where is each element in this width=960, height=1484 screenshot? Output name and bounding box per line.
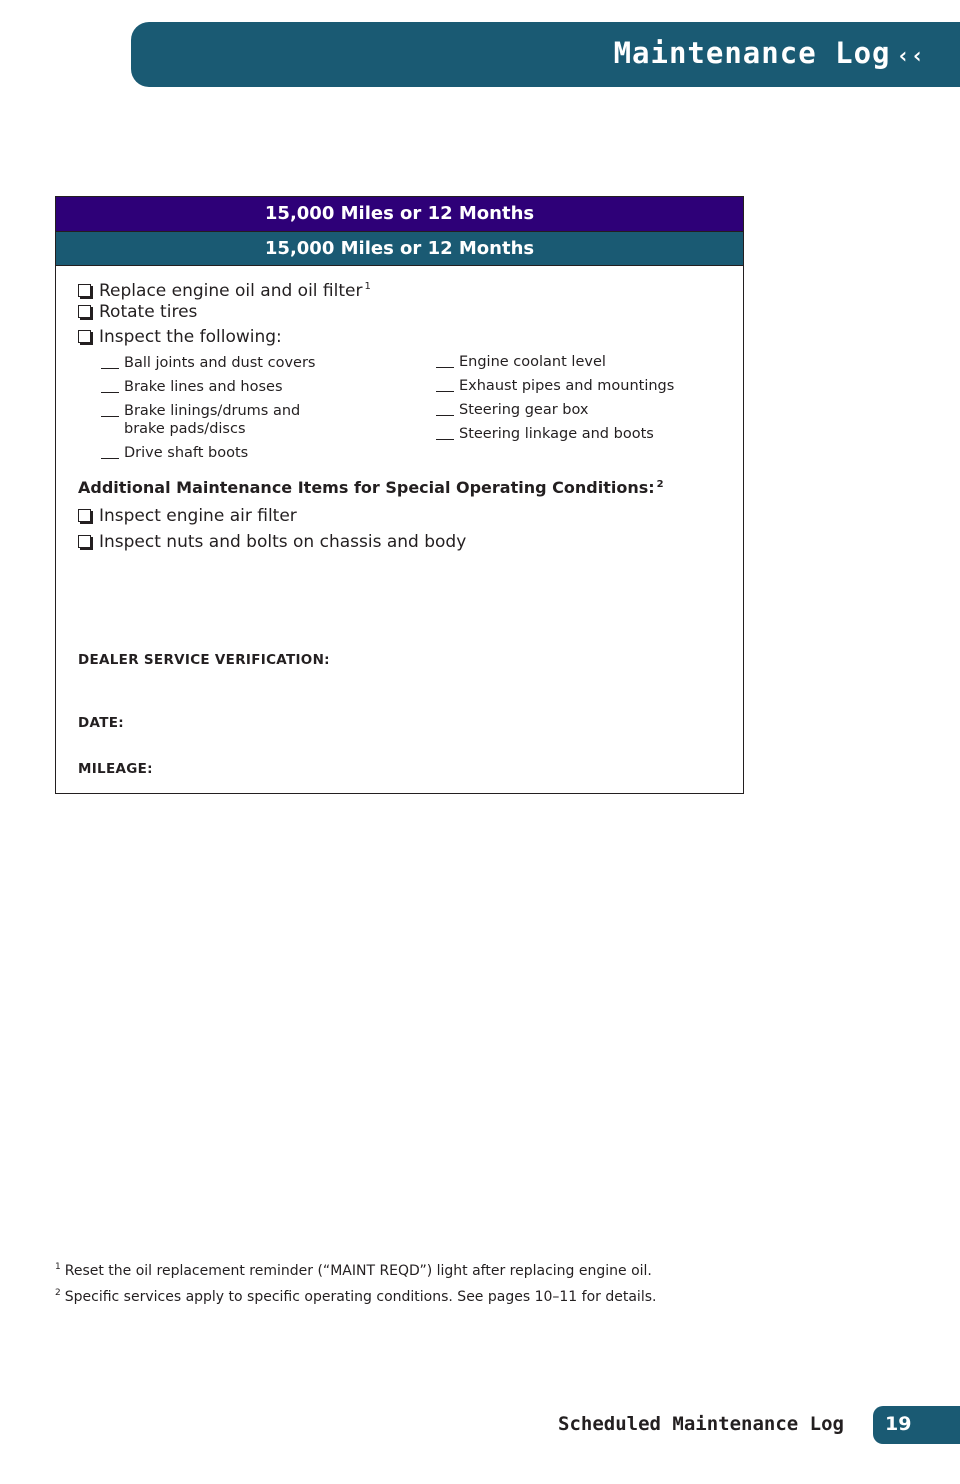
- blank-line[interactable]: [436, 401, 454, 416]
- checklist-item-label: Inspect engine air filter: [99, 506, 297, 526]
- page-title-text: Maintenance Log: [613, 36, 891, 70]
- page-number-tab: [873, 1406, 960, 1444]
- checkbox-icon[interactable]: [78, 509, 91, 522]
- interval-band-primary: 15,000 Miles or 12 Months: [56, 197, 743, 232]
- inspect-item[interactable]: Exhaust pipes and mountings: [436, 377, 674, 395]
- footnote: $^1$ Reset the oil replacement reminder (“MAINT REQD”) light after replacing engine oil.: [55, 1262, 652, 1279]
- interval-band-secondary: 15,000 Miles or 12 Months: [56, 232, 743, 266]
- inspect-item[interactable]: Ball joints and dust covers: [101, 354, 315, 372]
- checklist-item[interactable]: [78, 325, 371, 351]
- inspect-list-right: [436, 353, 674, 449]
- section-label: Scheduled Maintenance Log: [558, 1413, 844, 1435]
- blank-line[interactable]: [101, 354, 119, 369]
- blank-line[interactable]: [436, 377, 454, 392]
- checkbox-icon[interactable]: [78, 305, 91, 318]
- blank-line[interactable]: [436, 353, 454, 368]
- blank-line[interactable]: [436, 425, 454, 440]
- blank-line[interactable]: [101, 402, 119, 417]
- date-label: DATE:: [78, 715, 124, 731]
- footnote-ref: 1: [364, 281, 371, 292]
- inspect-list-left: [101, 354, 315, 468]
- checklist-item[interactable]: [78, 300, 371, 326]
- header-tab: [131, 22, 960, 87]
- checkbox-icon[interactable]: [78, 535, 91, 548]
- chevron-left-icon: ‹‹: [896, 44, 925, 69]
- checklist-item-label: Replace engine oil and oil filter: [99, 281, 363, 301]
- dealer-verification-label: DEALER SERVICE VERIFICATION:: [78, 652, 330, 668]
- inspect-item-continued: brake pads/discs: [124, 421, 246, 437]
- checklist-item-label: Inspect the following:: [99, 327, 282, 347]
- checklist-item[interactable]: [78, 274, 371, 300]
- blank-line[interactable]: [101, 378, 119, 393]
- blank-line[interactable]: [101, 444, 119, 459]
- footnote: $^2$ Specific services apply to specific operating conditions. See pages 10–11 for details.: [55, 1288, 657, 1305]
- inspect-item[interactable]: Steering linkage and boots: [436, 425, 674, 443]
- checkbox-icon[interactable]: [78, 330, 91, 343]
- footnotes: [53, 1256, 656, 1308]
- mileage-label: MILEAGE:: [78, 761, 153, 777]
- maintenance-log-box: [55, 196, 744, 794]
- checklist-item[interactable]: [78, 504, 466, 530]
- page-title: [614, 36, 925, 70]
- checklist-item-label: Rotate tires: [99, 301, 198, 322]
- inspect-item[interactable]: Brake linings/drums and brake pads/discs: [101, 402, 315, 438]
- footnote-ref: 2: [656, 479, 664, 490]
- checklist-item-label: Inspect nuts and bolts on chassis and body: [99, 531, 467, 552]
- inspect-item[interactable]: Steering gear box: [436, 401, 674, 419]
- inspect-item[interactable]: Engine coolant level: [436, 353, 674, 371]
- checkbox-icon[interactable]: [78, 284, 91, 297]
- checklist-item[interactable]: [78, 530, 466, 556]
- additional-checklist: [78, 504, 466, 555]
- inspect-item[interactable]: Drive shaft boots: [101, 444, 315, 462]
- additional-maintenance-heading: Additional Maintenance Items for Special Operating Conditions: $^2$: [78, 478, 664, 497]
- service-checklist: [78, 274, 371, 351]
- inspect-item[interactable]: Brake lines and hoses: [101, 378, 315, 396]
- page-number: 19: [885, 1413, 912, 1435]
